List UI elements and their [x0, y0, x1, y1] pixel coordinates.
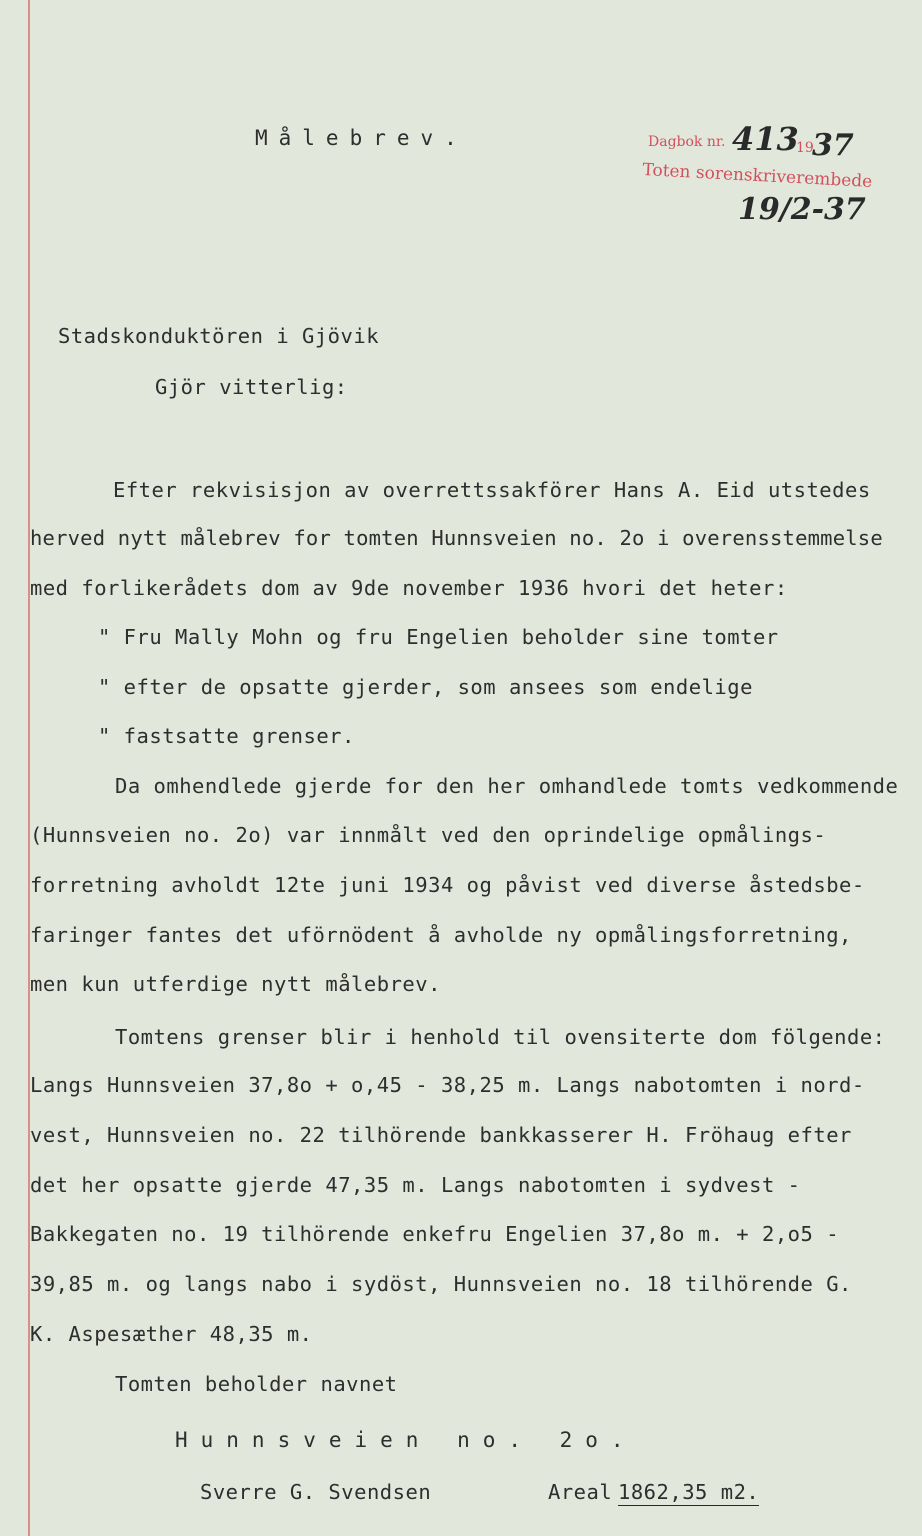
property-name: Hunnsveien no. 2o.	[175, 1428, 637, 1452]
name-intro-line: Tomten beholder navnet	[115, 1372, 398, 1396]
quote-line: " Fru Mally Mohn og fru Engelien beholder sine tomter	[98, 625, 779, 649]
paragraph-line: Tomtens grenser blir i henhold til ovensiterte dom fölgende:	[115, 1025, 886, 1049]
signature: Sverre G. Svendsen	[200, 1480, 432, 1504]
paragraph-line: men kun utferdige nytt målebrev.	[30, 972, 441, 996]
handwritten-date: 19/2-37	[738, 192, 866, 227]
paragraph-line: K. Aspesæther 48,35 m.	[30, 1322, 313, 1346]
paragraph-line: Da omhendlede gjerde for den her omhandlede tomts vedkommende	[115, 774, 899, 798]
stamp-dagbok-label: Dagbok nr.	[648, 134, 726, 150]
paragraph-line: Bakkegaten no. 19 tilhörende enkefru Engelien 37,8o m. + 2,o5 -	[30, 1222, 840, 1246]
proclamation-line: Gjör vitterlig:	[155, 375, 348, 399]
paragraph-line: Langs Hunnsveien 37,8o + o,45 - 38,25 m. Langs nabotomten i nord-	[30, 1073, 865, 1097]
stamp-year-prefix: 19	[796, 140, 814, 156]
paragraph-line: faringer fantes det uförnödent å avholde ny opmålingsforretning,	[30, 923, 852, 947]
margin-rule	[28, 0, 30, 1536]
paragraph-line: forretning avholdt 12te juni 1934 og påvist ved diverse åstedsbe-	[30, 873, 865, 897]
quote-line: " efter de opsatte gjerder, som ansees som endelige	[98, 675, 753, 699]
paragraph-line: vest, Hunnsveien no. 22 tilhörende bankkasserer H. Fröhaug efter	[30, 1123, 852, 1147]
handwritten-journal-year: 37	[812, 128, 854, 163]
paragraph-line: Efter rekvisisjon av overrettssakförer Hans A. Eid utstedes	[113, 478, 871, 502]
paragraph-line: det her opsatte gjerde 47,35 m. Langs nabotomten i sydvest -	[30, 1173, 801, 1197]
paragraph-line: (Hunnsveien no. 2o) var innmålt ved den oprindelige opmålings-	[30, 823, 827, 847]
handwritten-journal-number: 413	[732, 120, 799, 158]
paragraph-line: med forlikerådets dom av 9de november 1936 hvori det heter:	[30, 576, 788, 600]
paragraph-line: herved nytt målebrev for tomten Hunnsveien no. 2o i overensstemmelse	[30, 526, 883, 550]
paragraph-line: 39,85 m. og langs nabo i sydöst, Hunnsveien no. 18 tilhörende G.	[30, 1272, 852, 1296]
issuer-line: Stadskonduktören i Gjövik	[58, 324, 380, 348]
area-value: 1862,35 m2.	[618, 1480, 760, 1504]
document-title: Målebrev.	[255, 126, 468, 150]
quote-line: " fastsatte grenser.	[98, 724, 355, 748]
stamp-court-office: Toten sorenskriverembede	[641, 160, 873, 193]
area-label: Areal	[548, 1480, 613, 1504]
